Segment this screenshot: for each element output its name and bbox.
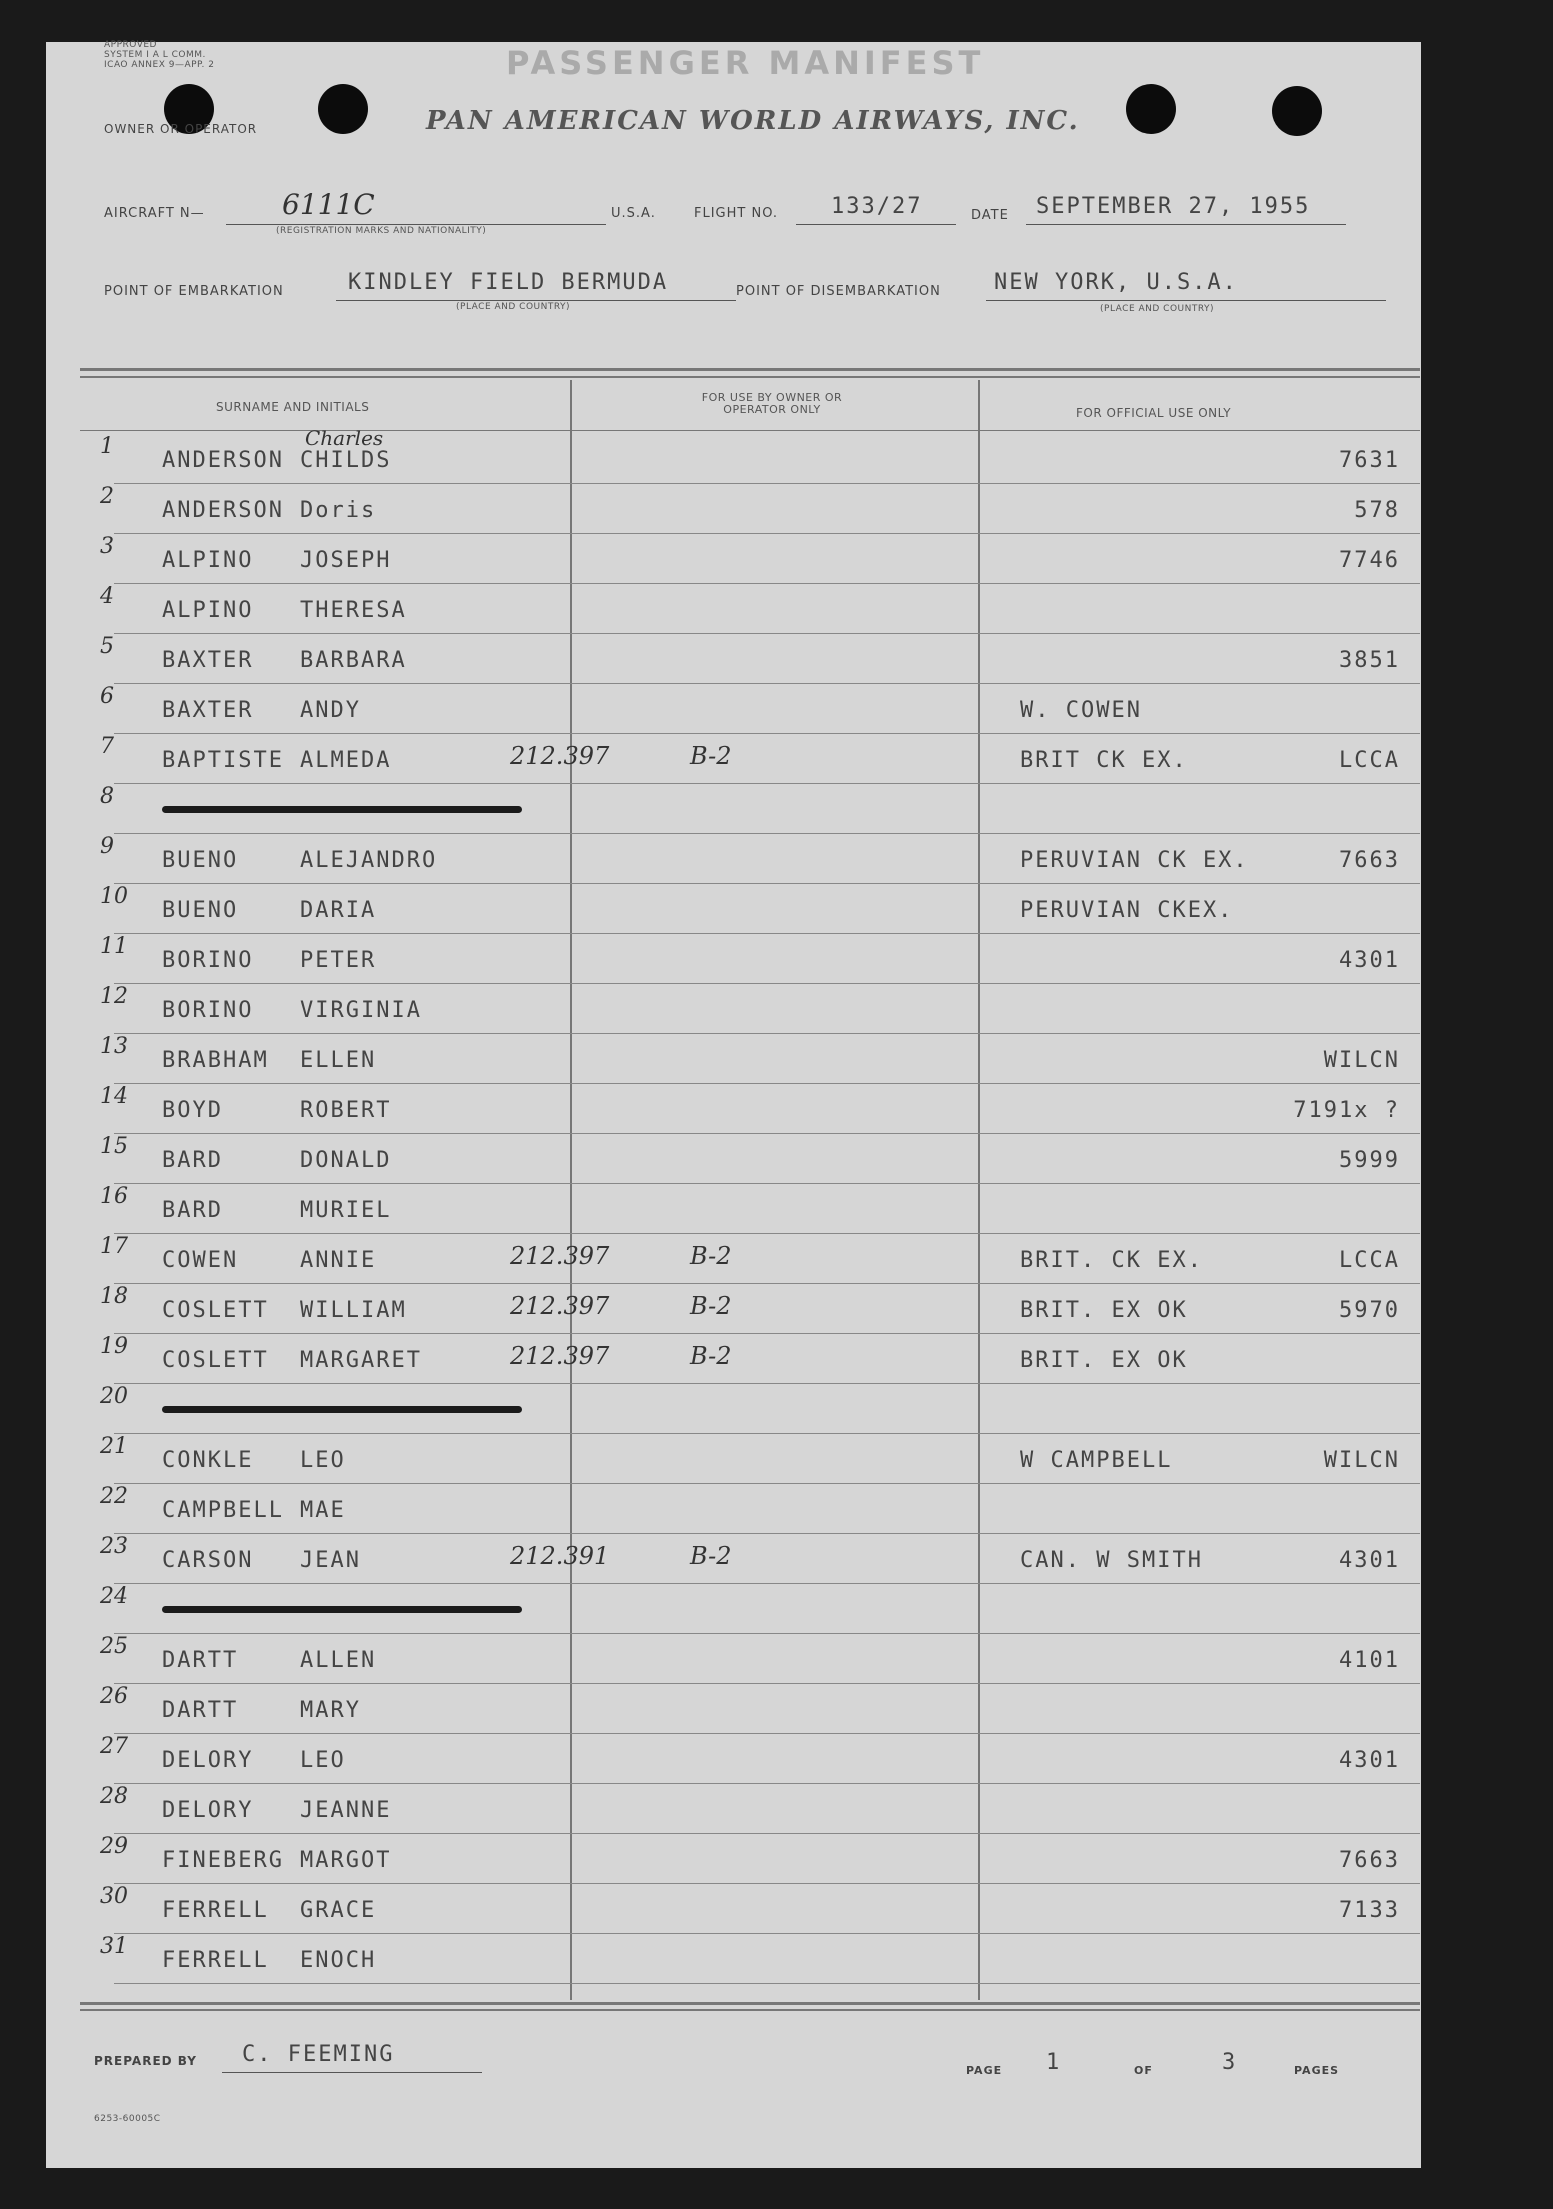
row-number: 28 — [100, 1784, 128, 1809]
passenger-given-name: ANNIE — [300, 1248, 377, 1273]
approval-line: APPROVED — [104, 40, 157, 50]
table-row — [80, 734, 1420, 784]
punch-hole — [1272, 86, 1322, 136]
prepared-label: PREPARED BY — [94, 2054, 197, 2068]
embark-label: POINT OF EMBARKATION — [104, 284, 284, 299]
passenger-given-name: JOSEPH — [300, 548, 392, 573]
row-number: 4 — [100, 584, 114, 609]
passenger-surname: BORINO — [162, 998, 254, 1023]
table-row — [80, 1284, 1420, 1334]
date-underline — [1026, 224, 1346, 225]
pages-label: PAGES — [1294, 2064, 1340, 2077]
date-value: SEPTEMBER 27, 1955 — [1036, 194, 1311, 219]
passenger-given-name: MURIEL — [300, 1198, 392, 1223]
official-remark: PERUVIAN CKEX. — [1020, 898, 1234, 923]
passenger-given-name: MARY — [300, 1698, 361, 1723]
passenger-surname: BRABHAM — [162, 1048, 269, 1073]
passenger-surname: BUENO — [162, 848, 239, 873]
passenger-surname: ALPINO — [162, 548, 254, 573]
strikethrough-mark — [162, 806, 522, 813]
table-top-rule — [80, 368, 1420, 371]
table-row — [80, 1434, 1420, 1484]
table-row — [80, 1234, 1420, 1284]
table-row — [80, 834, 1420, 884]
operator-entry: 212.391 — [510, 1542, 610, 1570]
passenger-given-name: BARBARA — [300, 648, 407, 673]
official-code: 7133 — [1339, 1898, 1400, 1923]
row-rule — [114, 1983, 1420, 1984]
of-value: 3 — [1222, 2050, 1238, 2075]
passenger-surname: DELORY — [162, 1798, 254, 1823]
flight-label: FLIGHT NO. — [694, 206, 779, 221]
prepared-value: C. FEEMING — [242, 2042, 395, 2067]
strikethrough-mark — [162, 1606, 522, 1613]
page-label: PAGE — [966, 2064, 1003, 2077]
official-code: WILCN — [1323, 1048, 1400, 1073]
table-row — [80, 984, 1420, 1034]
table-row — [80, 1684, 1420, 1734]
page-value: 1 — [1046, 2050, 1062, 2075]
passenger-given-name: ANDY — [300, 698, 361, 723]
strikethrough-mark — [162, 1406, 522, 1413]
official-code: WILCN — [1323, 1448, 1400, 1473]
airline-name: PAN AMERICAN WORLD AIRWAYS, INC. — [426, 106, 1080, 136]
col-header-owner: FOR USE BY OWNER OR OPERATOR ONLY — [701, 391, 843, 416]
table-row — [80, 534, 1420, 584]
approval-stamp — [104, 40, 215, 70]
flight-value: 133/27 — [831, 194, 923, 219]
official-remark: BRIT CK EX. — [1020, 748, 1188, 773]
table-bottom-rule — [80, 2002, 1420, 2005]
official-code: LCCA — [1339, 748, 1400, 773]
row-number: 3 — [100, 534, 114, 559]
table-row — [80, 784, 1420, 834]
aircraft-sublabel: (REGISTRATION MARKS AND NATIONALITY) — [276, 226, 487, 236]
disembark-sublabel: (PLACE AND COUNTRY) — [1100, 304, 1215, 314]
passenger-given-name: THERESA — [300, 598, 407, 623]
passenger-surname: FINEBERG — [162, 1848, 284, 1873]
of-label: OF — [1134, 2064, 1153, 2077]
passenger-given-name: MARGARET — [300, 1348, 422, 1373]
row-number: 14 — [100, 1084, 128, 1109]
table-top-rule — [80, 376, 1420, 378]
row-number: 29 — [100, 1834, 128, 1859]
table-row — [80, 1634, 1420, 1684]
official-code: 7663 — [1339, 1848, 1400, 1873]
embark-value: KINDLEY FIELD BERMUDA — [348, 270, 669, 295]
row-number: 25 — [100, 1634, 128, 1659]
operator-class: B-2 — [690, 1292, 732, 1320]
row-number: 18 — [100, 1284, 128, 1309]
table-row — [80, 1584, 1420, 1634]
official-code: 7631 — [1339, 448, 1400, 473]
disembark-underline — [986, 300, 1386, 301]
prepared-underline — [222, 2072, 482, 2073]
flight-underline — [796, 224, 956, 225]
owner-label: OWNER OR OPERATOR — [104, 122, 258, 136]
table-row — [80, 1484, 1420, 1534]
aircraft-label: AIRCRAFT N— — [104, 206, 205, 221]
official-code: 5970 — [1339, 1298, 1400, 1323]
table-row — [80, 1784, 1420, 1834]
official-code: 5999 — [1339, 1148, 1400, 1173]
approval-line: ICAO ANNEX 9—APP. 2 — [104, 60, 215, 70]
handwritten-note: Charles — [305, 426, 384, 450]
table-row — [80, 684, 1420, 734]
official-remark: BRIT. EX OK — [1020, 1298, 1188, 1323]
row-number: 9 — [100, 834, 114, 859]
official-remark: W CAMPBELL — [1020, 1448, 1173, 1473]
table-row — [80, 1884, 1420, 1934]
row-number: 15 — [100, 1134, 128, 1159]
operator-class: B-2 — [690, 742, 732, 770]
passenger-given-name: WILLIAM — [300, 1298, 407, 1323]
table-bottom-rule — [80, 2009, 1420, 2011]
official-code: 4101 — [1339, 1648, 1400, 1673]
passenger-surname: FERRELL — [162, 1948, 269, 1973]
passenger-surname: BAPTISTE — [162, 748, 284, 773]
row-number: 30 — [100, 1884, 128, 1909]
passenger-given-name: ELLEN — [300, 1048, 377, 1073]
operator-entry: 212.397 — [510, 742, 610, 770]
table-row — [80, 1334, 1420, 1384]
table-row — [80, 1034, 1420, 1084]
passenger-surname: BORINO — [162, 948, 254, 973]
passenger-surname: DARTT — [162, 1648, 239, 1673]
passenger-surname: BOYD — [162, 1098, 223, 1123]
passenger-surname: BAXTER — [162, 698, 254, 723]
passenger-surname: BARD — [162, 1148, 223, 1173]
row-number: 1 — [100, 434, 114, 459]
row-number: 7 — [100, 734, 114, 759]
official-code: 3851 — [1339, 648, 1400, 673]
passenger-given-name: ALEJANDRO — [300, 848, 438, 873]
passenger-surname: CAMPBELL — [162, 1498, 284, 1523]
passenger-given-name: DARIA — [300, 898, 377, 923]
row-number: 26 — [100, 1684, 128, 1709]
passenger-surname: ALPINO — [162, 598, 254, 623]
row-number: 6 — [100, 684, 114, 709]
row-number: 19 — [100, 1334, 128, 1359]
passenger-given-name: CHILDS — [300, 448, 392, 473]
official-remark: CAN. W SMITH — [1020, 1548, 1203, 1573]
official-remark: PERUVIAN CK EX. — [1020, 848, 1249, 873]
official-code: 7746 — [1339, 548, 1400, 573]
passenger-given-name: GRACE — [300, 1898, 377, 1923]
passenger-given-name: LEO — [300, 1448, 346, 1473]
embark-sublabel: (PLACE AND COUNTRY) — [456, 302, 571, 312]
passenger-surname: DELORY — [162, 1748, 254, 1773]
passenger-surname: CARSON — [162, 1548, 254, 1573]
passenger-surname: DARTT — [162, 1698, 239, 1723]
official-code: LCCA — [1339, 1248, 1400, 1273]
row-number: 2 — [100, 484, 114, 509]
row-number: 21 — [100, 1434, 128, 1459]
punch-hole — [318, 84, 368, 134]
passenger-given-name: MAE — [300, 1498, 346, 1523]
passenger-given-name: ROBERT — [300, 1098, 392, 1123]
manifest-sheet — [46, 42, 1421, 2168]
row-number: 27 — [100, 1734, 128, 1759]
table-row — [80, 1934, 1420, 1984]
table-row — [80, 584, 1420, 634]
official-remark: BRIT. CK EX. — [1020, 1248, 1203, 1273]
table-row — [80, 1534, 1420, 1584]
row-number: 22 — [100, 1484, 128, 1509]
operator-entry: 212.397 — [510, 1292, 610, 1320]
table-row — [80, 884, 1420, 934]
table-row — [80, 934, 1420, 984]
passenger-given-name: Doris — [300, 498, 377, 523]
passenger-surname: COSLETT — [162, 1348, 269, 1373]
official-remark: W. COWEN — [1020, 698, 1142, 723]
passenger-given-name: DONALD — [300, 1148, 392, 1173]
punch-hole — [1126, 84, 1176, 134]
row-number: 10 — [100, 884, 128, 909]
passenger-surname: BAXTER — [162, 648, 254, 673]
official-code: 7191x ? — [1293, 1098, 1400, 1123]
header-rule — [80, 430, 1420, 431]
row-number: 24 — [100, 1584, 128, 1609]
disembark-value: NEW YORK, U.S.A. — [994, 270, 1238, 295]
embark-underline — [336, 300, 736, 301]
passenger-given-name: VIRGINIA — [300, 998, 422, 1023]
row-number: 11 — [100, 934, 128, 959]
passenger-surname: FERRELL — [162, 1898, 269, 1923]
approval-line: SYSTEM I A L COMM. — [104, 50, 206, 60]
passenger-given-name: JEANNE — [300, 1798, 392, 1823]
passenger-surname: ANDERSON — [162, 448, 284, 473]
row-number: 12 — [100, 984, 128, 1009]
passenger-surname: CONKLE — [162, 1448, 254, 1473]
row-number: 13 — [100, 1034, 128, 1059]
disembark-label: POINT OF DISEMBARKATION — [736, 284, 941, 299]
form-number: 6253-60005C — [94, 2114, 161, 2124]
row-number: 31 — [100, 1934, 128, 1959]
passenger-given-name: ALLEN — [300, 1648, 377, 1673]
aircraft-underline — [226, 224, 606, 225]
col-header-official: FOR OFFICIAL USE ONLY — [1076, 406, 1232, 420]
passenger-given-name: ENOCH — [300, 1948, 377, 1973]
row-number: 17 — [100, 1234, 128, 1259]
official-code: 578 — [1354, 498, 1400, 523]
row-number: 20 — [100, 1384, 128, 1409]
passenger-surname: ANDERSON — [162, 498, 284, 523]
col-header-name: SURNAME AND INITIALS — [216, 400, 370, 414]
row-number: 23 — [100, 1534, 128, 1559]
row-number: 5 — [100, 634, 114, 659]
table-row — [80, 1134, 1420, 1184]
operator-class: B-2 — [690, 1242, 732, 1270]
table-row — [80, 1184, 1420, 1234]
date-label: DATE — [971, 208, 1009, 223]
passenger-surname: COWEN — [162, 1248, 239, 1273]
flight-prefix: U.S.A. — [611, 206, 656, 221]
official-code: 4301 — [1339, 1748, 1400, 1773]
official-code: 7663 — [1339, 848, 1400, 873]
passenger-given-name: JEAN — [300, 1548, 361, 1573]
official-remark: BRIT. EX OK — [1020, 1348, 1188, 1373]
table-row — [80, 634, 1420, 684]
document-title: PASSENGER MANIFEST — [506, 44, 985, 82]
table-row — [80, 1384, 1420, 1434]
passenger-given-name: LEO — [300, 1748, 346, 1773]
aircraft-value: 6111C — [282, 188, 375, 221]
passenger-surname: BARD — [162, 1198, 223, 1223]
table-row — [80, 1834, 1420, 1884]
passenger-given-name: ALMEDA — [300, 748, 392, 773]
table-row — [80, 484, 1420, 534]
table-row — [80, 1734, 1420, 1784]
passenger-given-name: MARGOT — [300, 1848, 392, 1873]
table-row — [80, 426, 1420, 484]
passenger-given-name: PETER — [300, 948, 377, 973]
official-code: 4301 — [1339, 948, 1400, 973]
passenger-surname: COSLETT — [162, 1298, 269, 1323]
row-number: 8 — [100, 784, 114, 809]
passenger-surname: BUENO — [162, 898, 239, 923]
operator-class: B-2 — [690, 1542, 732, 1570]
operator-entry: 212.397 — [510, 1342, 610, 1370]
operator-class: B-2 — [690, 1342, 732, 1370]
row-number: 16 — [100, 1184, 128, 1209]
operator-entry: 212.397 — [510, 1242, 610, 1270]
table-row — [80, 1084, 1420, 1134]
official-code: 4301 — [1339, 1548, 1400, 1573]
